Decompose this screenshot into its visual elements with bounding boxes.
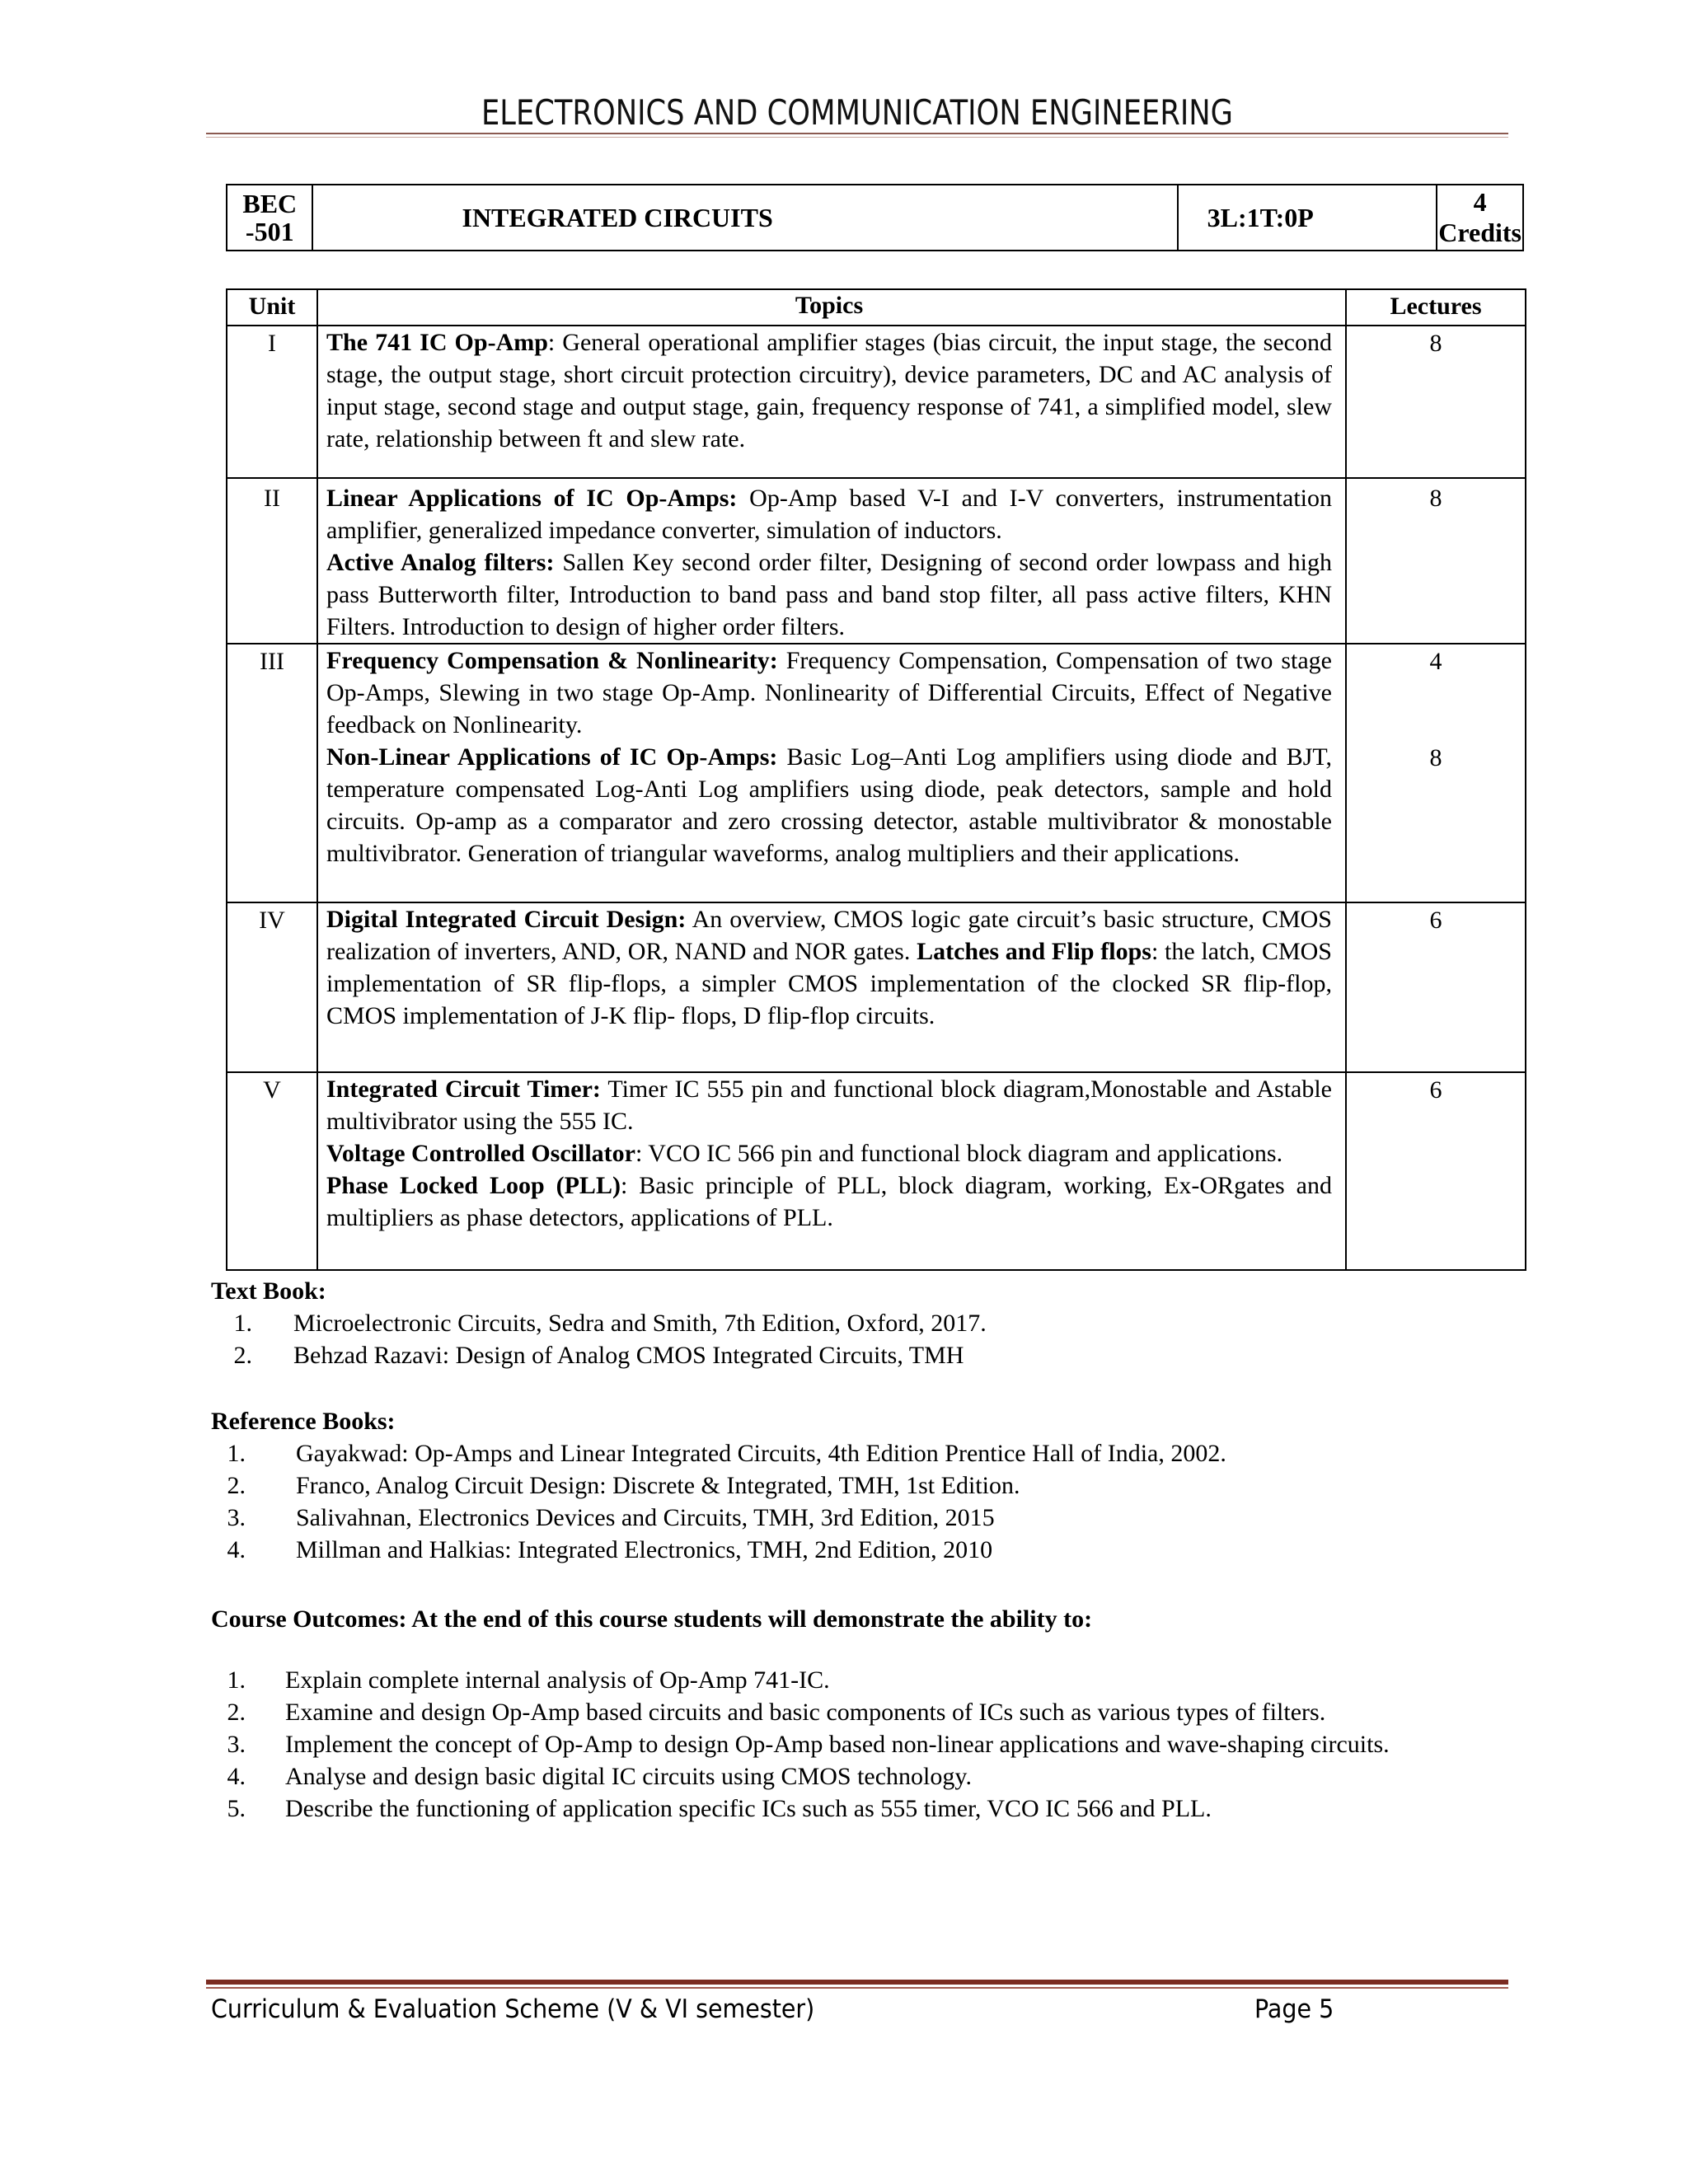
table-row — [227, 644, 1526, 902]
page-header-title: ELECTRONICS AND COMMUNICATION ENGINEERING — [481, 92, 1233, 133]
list-number: 1. — [227, 1440, 246, 1467]
topic-text: Timer IC 555 pin and functional block diagram,Monostable and Astable multivibrator using the 555 IC. — [326, 1076, 1332, 1135]
unit-lectures — [1346, 644, 1526, 902]
list-number: 3. — [227, 1731, 246, 1758]
unit-lectures: 6 — [1346, 902, 1526, 1072]
list-item — [211, 1793, 1505, 1825]
header-rule — [206, 133, 1508, 134]
list-text: Gayakwad: Op-Amps and Linear Integrated Circuits, 4th Edition Prentice Hall of India, 2002. — [296, 1440, 1226, 1467]
table-row — [227, 478, 1526, 644]
header-rule-thin — [206, 137, 1508, 138]
course-ltp: 3L:1T:0P — [1178, 185, 1437, 251]
header-lectures: Lectures — [1346, 289, 1526, 326]
topic-title: Non-Linear Applications of IC Op-Amps: — [326, 743, 778, 771]
table-row — [227, 902, 1526, 1072]
topic-title: Digital Integrated Circuit Design: — [326, 906, 687, 933]
reference-books-heading: Reference Books: — [211, 1408, 396, 1435]
topic-text: Basic Log–Anti Log amplifiers using diode and BJT, temperature compensated Log-Anti Log amplifiers using diode, peak detectors, sample and hold circuits. Op-amp as a comparator and zero crossing detector, astable multivibrator & monostable multivibrator. Generation of triangular waveforms, analog multipliers and their applications. — [326, 743, 1332, 867]
unit-number: III — [227, 644, 317, 902]
footer-page-number: Page 5 — [1254, 1994, 1334, 2024]
topic-title: Phase Locked Loop (PLL) — [326, 1172, 621, 1199]
list-number: 5. — [227, 1795, 246, 1822]
unit-topics — [317, 326, 1346, 478]
course-outcomes-list — [211, 1664, 1505, 1825]
topic-title: Active Analog filters: — [326, 549, 555, 576]
lectures-value-2: 8 — [1429, 744, 1442, 771]
list-text: Explain complete internal analysis of Op-Amp 741-IC. — [285, 1666, 830, 1694]
header-unit: Unit — [227, 289, 317, 326]
unit-number: I — [227, 326, 317, 478]
topic-text: Op-Amp based V-I and I-V converters, instrumentation amplifier, generalized impedance converter, simulation of inductors. — [326, 485, 1332, 544]
list-number: 1. — [227, 1666, 246, 1694]
footer-document-title: Curriculum & Evaluation Scheme (V & VI semester) — [211, 1994, 815, 2024]
lectures-value: 4 — [1429, 648, 1442, 675]
list-text: Microelectronic Circuits, Sedra and Smith, 7th Edition, Oxford, 2017. — [293, 1310, 987, 1337]
list-item — [211, 1664, 1505, 1696]
topic-title: Voltage Controlled Oscillator — [326, 1140, 635, 1167]
list-text: Behzad Razavi: Design of Analog CMOS Integrated Circuits, TMH — [293, 1342, 964, 1369]
list-item — [211, 1502, 1226, 1534]
topic-title: Linear Applications of IC Op-Amps: — [326, 485, 738, 512]
course-credits: 4 Credits — [1437, 185, 1523, 251]
list-text: Salivahnan, Electronics Devices and Circuits, TMH, 3rd Edition, 2015 — [296, 1504, 995, 1531]
topic-text: : General operational amplifier stages (bias circuit, the input stage, the second stage, the output stage, short circuit protection circuitry), device parameters, DC and AC analysis of input stage, second stage and output stage, gain, frequency response of 741, a simplified model, slew rate, relationship between ft and slew rate. — [326, 329, 1332, 452]
unit-topics — [317, 1072, 1346, 1270]
course-code — [227, 185, 312, 251]
course-code-line1: BEC — [242, 189, 298, 218]
course-name: INTEGRATED CIRCUITS — [312, 185, 1177, 251]
list-number: 2. — [227, 1699, 246, 1726]
unit-lectures: 8 — [1346, 478, 1526, 644]
topic-text: : the latch, CMOS implementation of SR flip-flops, a simpler CMOS implementation of the clocked SR flip-flop, CMOS implementation of J-K flip- flops, D flip-flop circuits. — [326, 938, 1332, 1029]
topic-text: Frequency Compensation, Compensation of two stage Op-Amps, Slewing in two stage Op-Amp. Nonlinearity of Differential Circuits, Effect of Negative feedback on Nonlinearity. — [326, 647, 1332, 738]
topic-text: : VCO IC 566 pin and functional block diagram and applications. — [635, 1140, 1283, 1167]
topic-text: : Basic principle of PLL, block diagram, working, Ex-ORgates and multipliers as phase detectors, applications of PLL. — [326, 1172, 1332, 1231]
topic-title: Latches and Flip flops — [917, 938, 1151, 965]
unit-number: V — [227, 1072, 317, 1270]
list-item — [211, 1534, 1226, 1566]
topic-title: Integrated Circuit Timer: — [326, 1076, 601, 1103]
list-number: 1. — [233, 1310, 252, 1337]
syllabus-header-row — [227, 289, 1526, 326]
unit-number: II — [227, 478, 317, 644]
unit-lectures: 8 — [1346, 326, 1526, 478]
text-book-heading: Text Book: — [211, 1277, 326, 1305]
topic-title: Frequency Compensation & Nonlinearity: — [326, 647, 778, 674]
list-text: Implement the concept of Op-Amp to design Op-Amp based non-linear applications and wave-shaping circuits. — [285, 1731, 1390, 1758]
topic-title: The 741 IC Op-Amp — [326, 329, 548, 356]
list-text: Franco, Analog Circuit Design: Discrete & Integrated, TMH, 1st Edition. — [296, 1472, 1020, 1499]
list-item — [211, 1437, 1226, 1469]
list-item — [211, 1339, 987, 1371]
list-number: 2. — [233, 1342, 252, 1369]
reference-books-list — [211, 1437, 1226, 1566]
list-text: Analyse and design basic digital IC circuits using CMOS technology. — [285, 1763, 972, 1790]
list-item — [211, 1728, 1505, 1760]
list-item — [211, 1696, 1505, 1728]
table-row — [227, 1072, 1526, 1270]
course-info-table — [226, 184, 1524, 251]
header-topics: Topics — [317, 289, 1346, 326]
unit-topics — [317, 478, 1346, 644]
text-book-list — [211, 1307, 987, 1371]
list-number: 4. — [227, 1763, 246, 1790]
list-number: 3. — [227, 1504, 246, 1531]
unit-topics — [317, 644, 1346, 902]
reference-books-section — [211, 1405, 1226, 1566]
list-number: 4. — [227, 1536, 246, 1563]
list-text: Examine and design Op-Amp based circuits and basic components of ICs such as various types of filters. — [285, 1699, 1326, 1726]
course-code-line2: -501 — [245, 217, 294, 246]
list-text: Describe the functioning of application specific ICs such as 555 timer, VCO IC 566 and PLL. — [285, 1795, 1212, 1822]
footer-rule-thin — [206, 1987, 1508, 1989]
list-item — [211, 1760, 1505, 1793]
list-item — [211, 1307, 987, 1339]
syllabus-table — [226, 288, 1526, 1271]
topic-text: Sallen Key second order filter, Designing of second order lowpass and high pass Butterworth filter, Introduction to band pass and band stop filter, all pass active filters, KHN Filters. Introduction to design of higher order filters. — [326, 549, 1332, 640]
text-book-section — [211, 1275, 987, 1371]
course-outcomes-section — [211, 1603, 1505, 1825]
unit-number: IV — [227, 902, 317, 1072]
footer-rule-thick — [206, 1980, 1508, 1985]
table-row — [227, 326, 1526, 478]
list-number: 2. — [227, 1472, 246, 1499]
course-outcomes-heading: Course Outcomes: At the end of this course students will demonstrate the ability to: — [211, 1605, 1093, 1633]
list-text: Millman and Halkias: Integrated Electronics, TMH, 2nd Edition, 2010 — [296, 1536, 993, 1563]
unit-lectures: 6 — [1346, 1072, 1526, 1270]
list-item — [211, 1469, 1226, 1502]
topic-text: An overview, CMOS logic gate circuit’s basic structure, CMOS realization of inverters, AND, OR, NAND and NOR gates. — [326, 906, 1332, 965]
unit-topics — [317, 902, 1346, 1072]
